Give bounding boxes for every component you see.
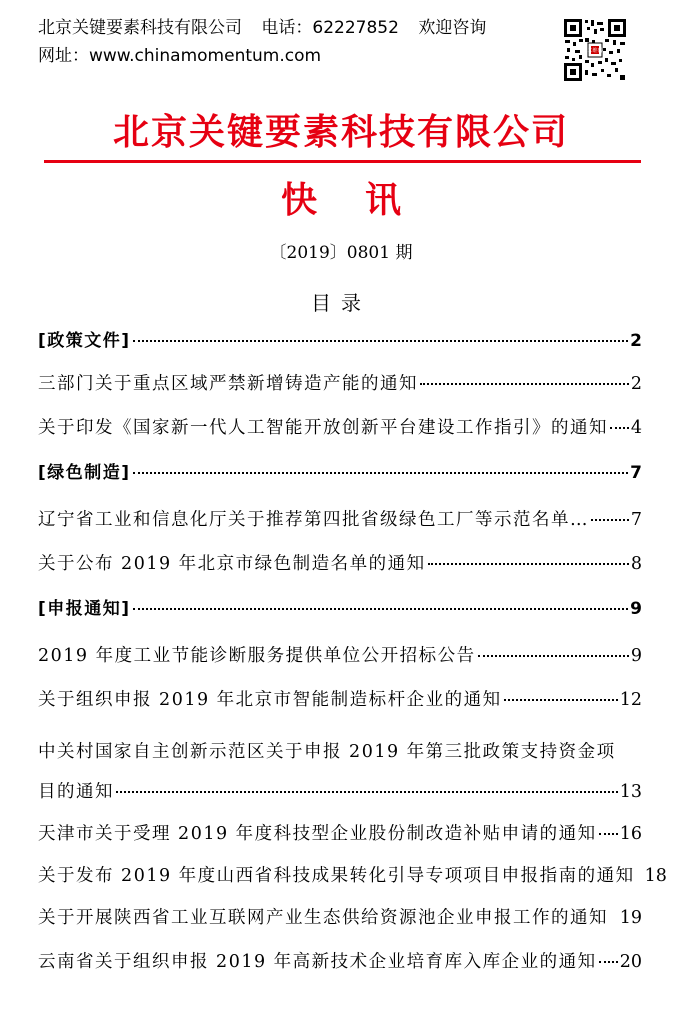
toc-entry[interactable]: [38, 820, 642, 845]
toc-entry-title: 天津市关于受理 2019 年度科技型企业股份制改造补贴申请的通知: [38, 824, 597, 844]
qr-code-label: 二维码: [587, 48, 603, 54]
header-company: 北京关键要素科技有限公司: [38, 18, 242, 38]
toc-page-number: 12: [619, 690, 642, 710]
toc-leader-dots: [610, 427, 629, 429]
toc-page-number: 9: [630, 599, 642, 619]
toc-page-number: 16: [619, 824, 642, 844]
toc-entry[interactable]: [38, 948, 642, 973]
qr-code-icon: [563, 18, 627, 82]
toc-page-number: 19: [619, 908, 642, 928]
toc-entry-title: 辽宁省工业和信息化厅关于推荐第四批省级绿色工厂等示范名单…: [38, 510, 589, 530]
toc-page-number: 20: [619, 952, 642, 972]
issue-number: 〔2019〕0801 期: [269, 243, 413, 263]
toc-page-number: 2: [630, 331, 642, 351]
toc-leader-dots: [599, 961, 618, 963]
toc-entry[interactable]: [38, 370, 642, 395]
bulletin-title: 快讯: [280, 179, 449, 221]
toc-entry[interactable]: [38, 550, 642, 575]
toc-entry-title: [政策文件]: [38, 331, 131, 351]
toc-page-number: 13: [619, 782, 642, 802]
toc-entry[interactable]: [38, 686, 642, 711]
toc-entry-title: 关于印发《国家新一代人工智能开放创新平台建设工作指引》的通知: [38, 418, 608, 438]
toc-entry[interactable]: [38, 414, 642, 439]
toc-section-header[interactable]: [38, 326, 642, 351]
toc-section-header[interactable]: [38, 458, 642, 483]
toc-leader-dots: [599, 833, 618, 835]
toc-leader-dots: [116, 791, 618, 793]
toc-entry-title: 关于组织申报 2019 年北京市智能制造标杆企业的通知: [38, 690, 502, 710]
company-title: 北京关键要素科技有限公司: [112, 111, 569, 153]
toc-page-number: 8: [630, 554, 642, 574]
toc-entry-title: 关于公布 2019 年北京市绿色制造名单的通知: [38, 554, 426, 574]
toc-entry-title: 关于开展陕西省工业互联网产业生态供给资源池企业申报工作的通知: [38, 908, 608, 928]
toc-entry-title: 目的通知: [38, 782, 114, 802]
header-phone: 电话：62227852: [261, 18, 399, 38]
title-divider: [44, 160, 641, 163]
toc-entry-title: 2019 年度工业节能诊断服务提供单位公开招标公告: [38, 646, 476, 666]
toc-entry-title: 云南省关于组织申报 2019 年高新技术企业培育库入库企业的通知: [38, 952, 597, 972]
header-consult: 欢迎咨询: [418, 18, 487, 38]
toc-entry[interactable]: [38, 904, 642, 929]
toc-heading: 目录: [311, 291, 371, 315]
toc-leader-dots: [591, 519, 629, 521]
toc-entry-title: [申报通知]: [38, 599, 131, 619]
toc-entry-line[interactable]: 中关村国家自主创新示范区关于申报 2019 年第三批政策支持资金项: [38, 742, 616, 762]
toc-page-number: 18: [644, 866, 667, 886]
toc-page-number: 2: [630, 374, 642, 394]
toc-leader-dots: [420, 383, 629, 385]
toc-leader-dots: [133, 472, 629, 474]
toc-entry-title: 关于发布 2019 年度山西省科技成果转化引导专项项目申报指南的通知: [38, 866, 635, 886]
toc-leader-dots: [504, 699, 618, 701]
toc-entry-title: [绿色制造]: [38, 463, 131, 483]
header-line-1: [38, 14, 558, 42]
toc-leader-dots: [478, 655, 629, 657]
toc-entry[interactable]: [38, 862, 667, 887]
toc-page-number: 7: [630, 510, 642, 530]
toc-entry[interactable]: [38, 506, 642, 531]
toc-leader-dots: [133, 608, 629, 610]
toc-section-header[interactable]: [38, 594, 642, 619]
header-website: 网址：www.chinamomentum.com: [38, 46, 322, 66]
toc-page-number: 4: [630, 418, 642, 438]
toc-page-number: 9: [630, 646, 642, 666]
toc-entry[interactable]: [38, 778, 642, 803]
toc-page-number: 7: [630, 463, 642, 483]
toc-entry-title: 三部门关于重点区域严禁新增铸造产能的通知: [38, 374, 418, 394]
toc-leader-dots: [133, 340, 629, 342]
toc-entry[interactable]: [38, 642, 642, 667]
page-header: [38, 14, 558, 70]
toc-leader-dots: [428, 563, 629, 565]
